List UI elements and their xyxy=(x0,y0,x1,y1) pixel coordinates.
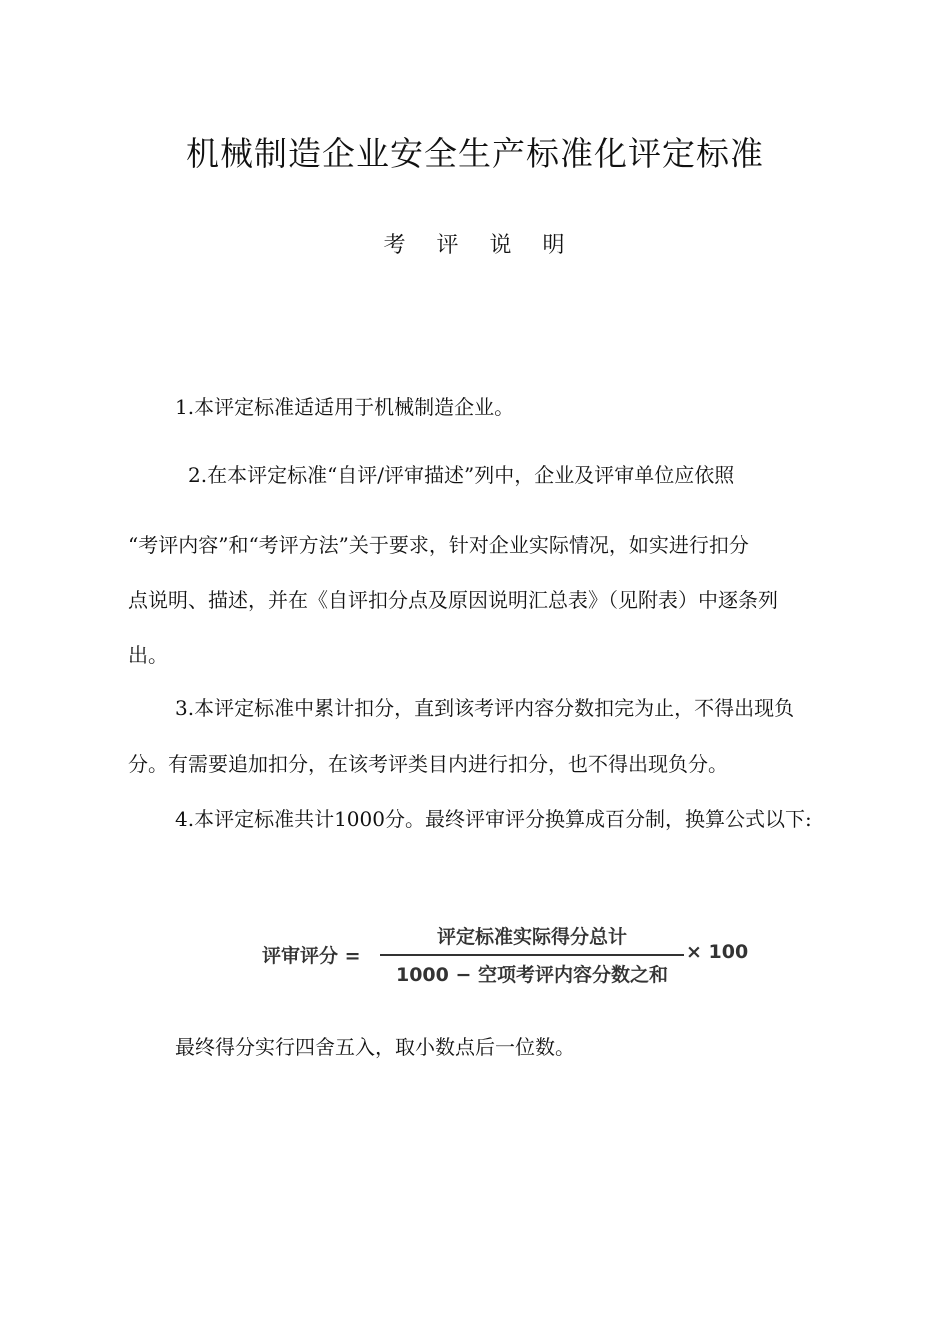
paragraph-3-line-1: 3.本评定标准中累计扣分，直到该考评内容分数扣完为止，不得出现负 xyxy=(175,696,795,720)
paragraph-2-line-1: 2.在本评定标准“自评/评审描述”列中，企业及评审单位应依照 xyxy=(188,463,735,487)
paragraph-5: 最终得分实行四舍五入，取小数点后一位数。 xyxy=(175,1035,575,1059)
document-title: 机械制造企业安全生产标准化评定标准 xyxy=(186,134,764,173)
paragraph-4: 4.本评定标准共计1000分。最终评审评分换算成百分制，换算公式以下: xyxy=(175,807,812,831)
document-subtitle: 考 评 说 明 xyxy=(383,233,577,258)
formula-rhs: × 100 xyxy=(686,941,749,963)
paragraph-2-line-4: 出。 xyxy=(128,643,168,667)
paragraph-2-line-3: 点说明、描述，并在《自评扣分点及原因说明汇总表》（见附表）中逐条列 xyxy=(128,588,778,612)
formula-numerator: 评定标准实际得分总计 xyxy=(436,926,627,948)
paragraph-2-line-2: “考评内容”和“考评方法”关于要求，针对企业实际情况，如实进行扣分 xyxy=(128,533,749,557)
paragraph-3-line-2: 分。有需要追加扣分，在该考评类目内进行扣分，也不得出现负分。 xyxy=(128,752,728,776)
formula-lhs: 评审评分 = xyxy=(262,945,361,967)
formula-denominator: 1000 − 空项考评内容分数之和 xyxy=(395,964,669,986)
score-formula xyxy=(262,922,752,990)
paragraph-1: 1.本评定标准适适用于机械制造企业。 xyxy=(175,395,515,419)
fraction-bar xyxy=(380,954,684,956)
